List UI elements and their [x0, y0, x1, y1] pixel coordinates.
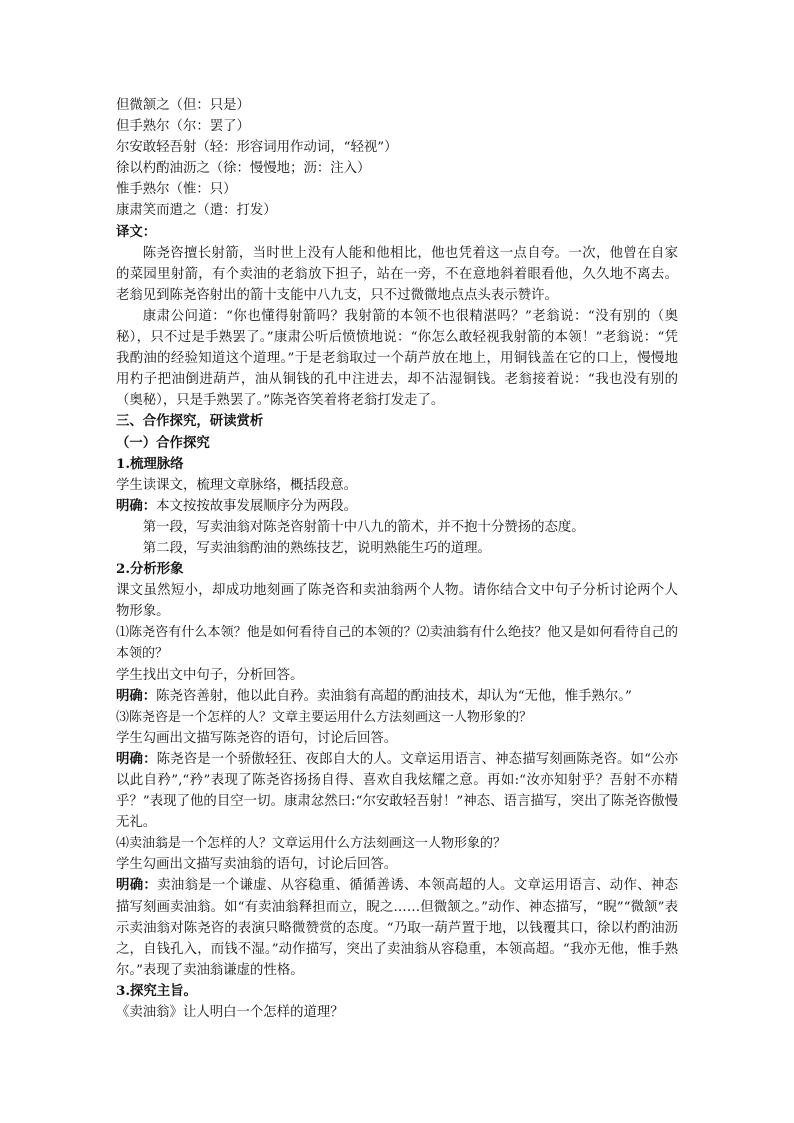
part1-point: 第二段，写卖油翁酌油的熟练技艺，说明熟能生巧的道理。 — [142, 540, 491, 556]
part2-answer — [116, 749, 678, 833]
part3-heading: 3.探究主旨。 — [116, 982, 197, 999]
annotation-line: 惟手熟尔（惟：只） — [116, 182, 237, 198]
part3-question: 《卖油翁》让人明白一个怎样的道理？ — [116, 1005, 344, 1021]
answer-label: 明确： — [116, 687, 157, 704]
answer-label: 明确： — [116, 877, 158, 894]
answer-text: 陈尧咨善射，他以此自矜。卖油翁有高超的酌油技术，却认为“无他，惟手熟尔。” — [156, 688, 632, 704]
part1-answer — [116, 496, 678, 517]
annotation-line: 但手熟尔（尔：罢了） — [116, 119, 250, 135]
section-title: 三、合作探究，研读赏析 — [116, 413, 264, 430]
annotation-list — [116, 95, 678, 222]
part2-intro: 课文虽然短小，却成功地刻画了陈尧咨和卖油翁两个人物。请你结合文中句子分析讨论两个人物形象。 — [116, 583, 678, 620]
annotation-line: 康肃笑而遣之（遣：打发） — [116, 203, 277, 219]
answer-label: 明确： — [116, 750, 157, 767]
subsection-title: （一）合作探究 — [116, 434, 210, 451]
part2-question-1-2: ⑴陈尧咨有什么本领？他是如何看待自己的本领的？⑵卖油翁有什么绝技？他又是如何看待自己的本领的？ — [116, 625, 678, 662]
annotation-line: 尔安敢轻吾射（轻：形容词用作动词，“轻视”） — [116, 140, 398, 156]
part2-task: 学生勾画出文描写陈尧咨的语句，讨论后回答。 — [116, 730, 398, 746]
part2-answer — [116, 686, 678, 707]
translation-paragraph: 陈尧咨擅长射箭，当时世上没有人能和他相比，他也凭着这一点自夸。一次，他曾在自家的菜园里射箭，有个卖油的老翁放下担子，站在一旁，不在意地斜着眼看他，久久地不离去。老翁见到陈尧咨射出的箭十支能中八九支，只不过微微地点点头表示赞许。 — [116, 245, 678, 303]
document-page — [116, 95, 678, 1023]
part1-heading: 1.梳理脉络 — [116, 455, 184, 472]
answer-text: 陈尧咨是一个骄傲轻狂、夜郎自大的人。文章运用语言、神态描写刻画陈尧咨。如“公亦以此自矜”,“矜”表现了陈尧咨扬扬自得、喜欢自我炫耀之意。再如:“汝亦知射乎？吾射不亦精乎？”表现了他的目空一切。康肃忿然曰:“尔安敢轻吾射！”神态、语言描写，突出了陈尧咨傲慢无礼。 — [116, 751, 679, 831]
part1-point: 第一段，写卖油翁对陈尧咨射箭十中八九的箭术，并不抱十分赞扬的态度。 — [142, 519, 585, 535]
part2-task: 学生勾画出文描写卖油翁的语句，讨论后回答。 — [116, 857, 398, 873]
translation-heading: 译文： — [116, 223, 157, 240]
part2-question-3: ⑶陈尧咨是一个怎样的人？文章主要运用什么方法刻画这一人物形象的？ — [116, 709, 533, 725]
answer-label: 明确： — [116, 497, 157, 514]
part2-question-4: ⑷卖油翁是一个怎样的人？文章运用什么方法刻画这一人物形象的？ — [116, 836, 507, 852]
translation-paragraph: 康肃公问道：“你也懂得射箭吗？我射箭的本领不也很精湛吗？”老翁说：“没有别的（奥秘），只不过是手熟罢了。”康肃公听后愤愤地说：“你怎么敢轻视我射箭的本领！”老翁说：“凭我酌油的经验知道这个道理。”于是老翁取过一个葫芦放在地上，用铜钱盖在它的口上，慢慢地用杓子把油倒进葫芦，油从铜钱的孔中注进去，却不沾湿铜钱。老翁接着说：“我也没有别的（奥秘），只是手熟罢了。”陈尧咨笑着将老翁打发走了。 — [116, 308, 678, 409]
annotation-line: 徐以杓酌油沥之（徐：慢慢地；沥：注入） — [116, 161, 371, 177]
part1-task: 学生读课文，梳理文章脉络，概括段意。 — [116, 477, 358, 493]
annotation-line: 但微颔之（但：只是） — [116, 98, 250, 113]
answer-text: 卖油翁是一个谦虚、从容稳重、循循善诱、本领高超的人。文章运用语言、动作、神态描写刻画卖油翁。如“有卖油翁释担而立，睨之……但微颔之。”动作、神态描写，“睨”“微颔”表示卖油翁对陈尧咨的表演只略微赞赏的态度。“乃取一葫芦置于地，以钱覆其口，徐以杓酌油沥之，自钱孔入，而钱不湿。”动作描写，突出了卖油翁从容稳重，本领高超。“我亦无他，惟手熟尔。”表现了卖油翁谦虚的性格。 — [116, 878, 679, 978]
part2-task: 学生找出文中句子，分析回答。 — [116, 667, 304, 683]
part2-answer — [116, 875, 678, 980]
answer-text: 本文按按故事发展顺序分为两段。 — [156, 498, 358, 514]
part2-heading: 2.分析形象 — [116, 561, 184, 578]
